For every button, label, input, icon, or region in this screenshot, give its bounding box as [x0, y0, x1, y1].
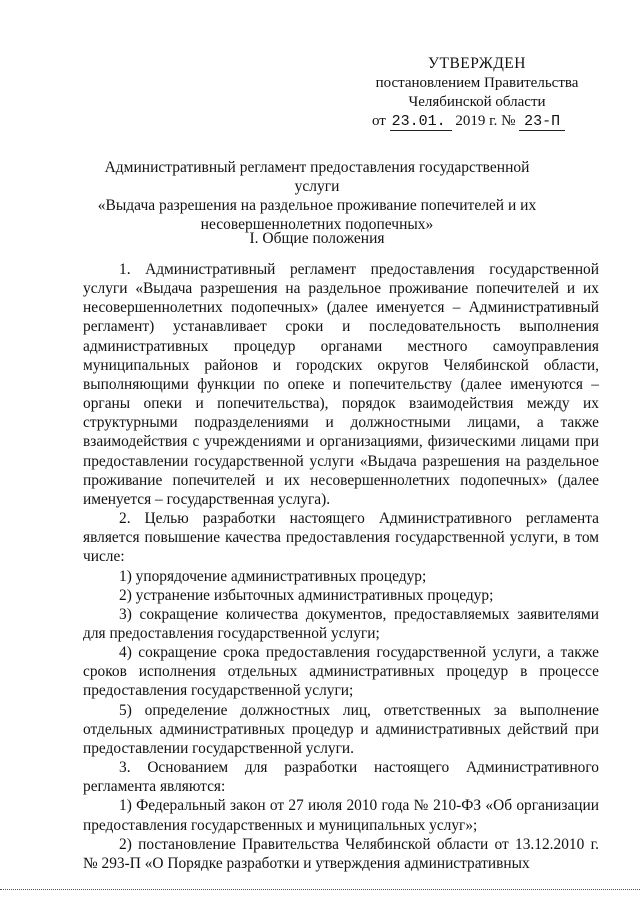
- paragraph: 1) упорядочение административных процедур;: [119, 567, 427, 585]
- page-bottom-rule: [0, 889, 640, 890]
- title-line-1: Административный регламент предоставления государственной услуги: [104, 159, 530, 195]
- paragraph: 2. Целью разработки настоящего Административного регламента является повышение качества предоставления государственной услуги, в том числе:: [83, 510, 599, 566]
- approval-date-line: [372, 112, 582, 131]
- paragraph: 1. Административный регламент предоставления государственной услуги «Выдача разрешения на раздельное проживание попечителей и их несовершеннолетних подопечных» (далее именуется – Административный регламент) устанавливает сроки и последовательность выполнения административных процедур органами местного самоуправления муниципальных районов и городских округов Челябинской области, выполняющими функции по опеке и попечительству (далее именуются – органы опеки и попечительства), порядок взаимодействия между их структурными подразделениями и должностными лицами, а также взаимодействия с учреждениями и организациями, физическими лицами при предоставлении государственной услуги «Выдача разрешения на раздельное проживание попечителей и их несовершеннолетних подопечных» (далее именуется – государственная услуга).: [83, 261, 599, 508]
- paragraph: 2) постановление Правительства Челябинской области от 13.12.2010 г. № 293-П «О Порядке разработки и утверждения административных: [83, 835, 599, 872]
- approval-date: 23.01.: [390, 114, 452, 131]
- approval-year: 2019 г. №: [455, 113, 516, 129]
- approval-number: 23-П: [519, 114, 565, 131]
- section-heading: I. Общие положения: [249, 230, 385, 247]
- document-title: [82, 158, 552, 234]
- approval-heading: УТВЕРЖДЕН: [428, 55, 526, 72]
- from-label: от: [372, 113, 386, 129]
- approval-stamp: [372, 54, 582, 131]
- approval-line-1: постановлением Правительства: [375, 75, 579, 91]
- paragraph: 3. Основанием для разработки настоящего Административного регламента являются:: [83, 759, 599, 796]
- title-line-2: «Выдача разрешения на раздельное проживание попечителей и их: [97, 197, 537, 214]
- paragraph: 3) сокращение количества документов, предоставляемых заявителями для предоставления государственной услуги;: [83, 605, 599, 642]
- title-line-3: несовершеннолетних подопечных»: [200, 216, 434, 233]
- paragraph: 1) Федеральный закон от 27 июля 2010 года № 210-ФЗ «Об организации предоставления государственных и муниципальных услуг»;: [83, 797, 599, 834]
- paragraph: 4) сокращение срока предоставления государственной услуги, а также сроков исполнения отдельных административных процедур в процессе предоставления государственной услуги;: [83, 644, 599, 700]
- document-body: [83, 260, 599, 873]
- paragraph: 5) определение должностных лиц, ответственных за выполнение отдельных административных процедур и административных действий при предоставлении государственной услуги.: [83, 701, 599, 757]
- approval-line-2: Челябинской области: [408, 94, 546, 110]
- paragraph: 2) устранение избыточных административных процедур;: [119, 586, 494, 604]
